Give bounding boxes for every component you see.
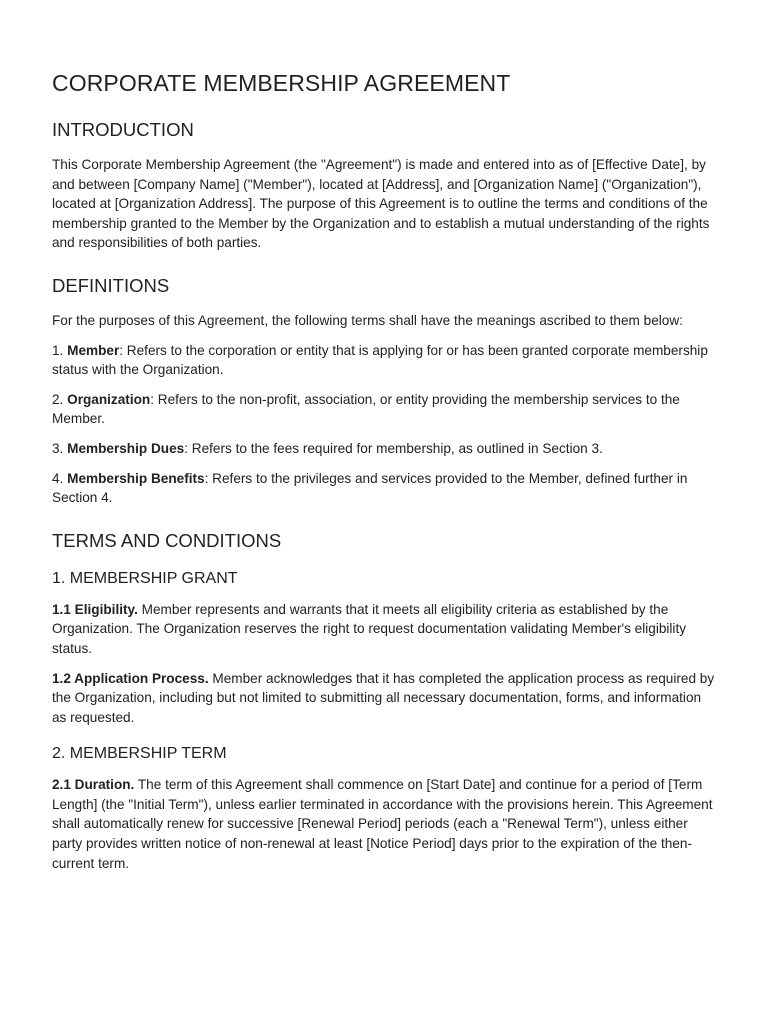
definition-number: 4.	[52, 470, 68, 486]
document-title: CORPORATE MEMBERSHIP AGREEMENT	[52, 70, 511, 96]
definition-text: : Refers to the privileges and services provided to the Member, defined further in Section 4.	[52, 470, 688, 506]
definition-item	[52, 390, 718, 429]
clause-text: Member acknowledges that it has completed the application process as required by the Organization, including but not limited to submitting all necessary documentation, forms, and information as requested.	[52, 670, 715, 725]
definition-item	[52, 341, 718, 380]
membership-grant-heading: 1. MEMBERSHIP GRANT	[52, 569, 238, 587]
terms-section	[52, 530, 718, 874]
definition-number: 2.	[52, 391, 68, 407]
definitions-intro: For the purposes of this Agreement, the following terms shall have the meanings ascribed to them below:	[52, 312, 683, 328]
definition-term: Membership Benefits	[67, 470, 205, 486]
definition-number: 1.	[52, 342, 68, 358]
definitions-section	[52, 275, 718, 508]
clause-text: The term of this Agreement shall commence on [Start Date] and continue for a period of [Term Length] (the "Initial Term"), unless earlier terminated in accordance with the provisions herein. This Agreement shall automatically renew for successive [Renewal Period] periods (each a "Renewal Term"), unless either party provides written notice of non-renewal at least [Notice Period] days prior to the expiration of the then-current term.	[52, 777, 713, 871]
membership-term-section	[52, 745, 718, 873]
definition-text: : Refers to the non-profit, association, or entity providing the membership services to the Member.	[52, 391, 680, 427]
introduction-heading: INTRODUCTION	[52, 119, 194, 140]
clause	[52, 775, 718, 873]
clause-label: 2.1 Duration.	[52, 777, 135, 793]
definition-term: Membership Dues	[67, 440, 185, 456]
introduction-section	[52, 119, 718, 253]
introduction-paragraph: This Corporate Membership Agreement (the "Agreement") is made and entered into as of [Effective Date], by and between [Company Name] ("Member"), located at [Address], and [Organization Name] ("Organization"), located at [Organization Address]. The purpose of this Agreement is to outline the terms and conditions of the membership granted to the Member by the Organization and to establish a mutual understanding of the rights and responsibilities of both parties.	[52, 157, 710, 251]
clause-label: 1.1 Eligibility.	[52, 601, 138, 617]
definition-text: : Refers to the fees required for membership, as outlined in Section 3.	[184, 440, 603, 456]
definition-number: 3.	[52, 440, 68, 456]
definition-term: Member	[67, 342, 120, 358]
clause-label: 1.2 Application Process.	[52, 670, 209, 686]
clause	[52, 600, 718, 659]
membership-grant-section	[52, 570, 718, 728]
membership-term-heading: 2. MEMBERSHIP TERM	[52, 745, 227, 763]
clause	[52, 669, 718, 728]
definition-term: Organization	[67, 391, 151, 407]
definitions-heading: DEFINITIONS	[52, 274, 170, 296]
definition-text: : Refers to the corporation or entity that is applying for or has been granted corporate membership status with the Organization.	[52, 342, 708, 378]
terms-heading: TERMS AND CONDITIONS	[52, 529, 282, 551]
definition-item	[52, 439, 718, 459]
clause-text: Member represents and warrants that it meets all eligibility criteria as established by the Organization. The Organization reserves the right to request documentation validating Member's eligibility status.	[52, 601, 687, 656]
definition-item	[52, 469, 718, 508]
